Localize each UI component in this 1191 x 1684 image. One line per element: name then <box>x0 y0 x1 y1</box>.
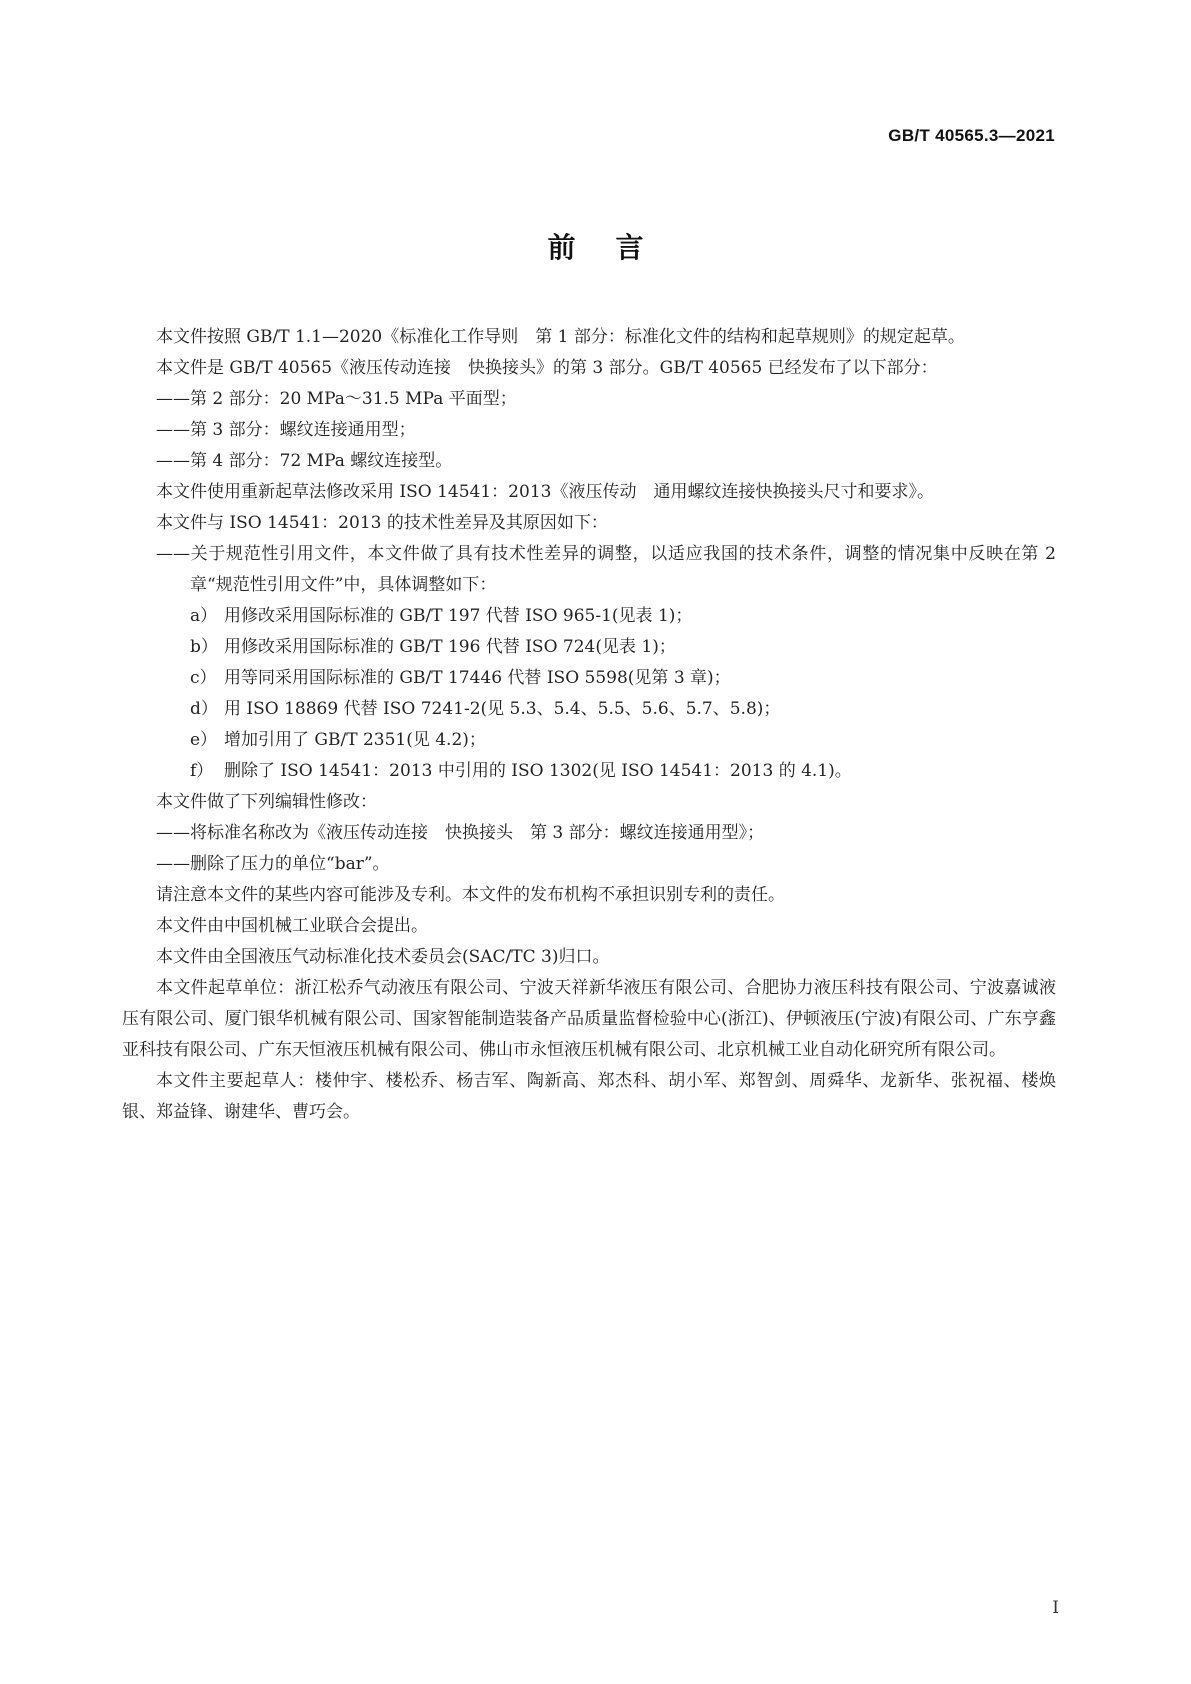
paragraph-drafting-rules: 本文件按照 GB/T 1.1—2020《标准化工作导则 第 1 部分：标准化文件的结构和起草规则》的规定起草。 <box>156 327 965 347</box>
page-title: 前言 <box>547 231 684 264</box>
paragraph-editorial-changes: 本文件做了下列编辑性修改： <box>156 792 377 812</box>
paragraph-administered-by: 本文件由全国液压气动标准化技术委员会(SAC/TC 3)归口。 <box>156 947 610 967</box>
sub-list-text: 用 ISO 18869 代替 ISO 7241-2(见 5.3、5.4、5.5、5.6、5.7、5.8)； <box>224 699 781 719</box>
sub-list-marker: f） <box>190 761 214 781</box>
sub-list-text: 用修改采用国际标准的 GB/T 197 代替 ISO 965-1(见表 1)； <box>224 606 693 626</box>
list-item: ——第 4 部分：72 MPa 螺纹连接型。 <box>156 451 453 471</box>
paragraph-drafting-units: 本文件起草单位：浙江松乔气动液压有限公司、宁波天祥新华液压有限公司、合肥协力液压科技有限公司、宁波嘉诚液压有限公司、厦门银华机械有限公司、国家智能制造装备产品质量监督检验中心(浙江)、伊顿液压(宁波)有限公司、广东亨鑫亚科技有限公司、广东天恒液压机械有限公司、佛山市永恒液压机械有限公司、北京机械工业自动化研究所有限公司。 <box>122 978 1056 1060</box>
sub-list-text: 用等同采用国际标准的 GB/T 17446 代替 ISO 5598(见第 3 章)； <box>224 668 731 688</box>
list-item: ——删除了压力的单位“bar”。 <box>156 854 390 874</box>
sub-list-item <box>122 694 1056 725</box>
paragraph-drafters: 本文件主要起草人：楼仲宇、楼松乔、杨吉军、陶新高、郑杰科、胡小军、郑智剑、周舜华、龙新华、张祝福、楼焕银、郑益锋、谢建华、曹巧会。 <box>122 1071 1056 1122</box>
sub-list-marker: c） <box>190 668 217 688</box>
list-item: ——第 3 部分：螺纹连接通用型； <box>156 420 416 440</box>
paragraph-technical-differences: 本文件与 ISO 14541：2013 的技术性差异及其原因如下： <box>156 513 608 533</box>
sub-list-marker: d） <box>190 699 218 719</box>
sub-list-text: 用修改采用国际标准的 GB/T 196 代替 ISO 724(见表 1)； <box>224 637 676 657</box>
paragraph-patent-notice: 请注意本文件的某些内容可能涉及专利。本文件的发布机构不承担识别专利的责任。 <box>156 885 785 905</box>
sub-list-item <box>122 632 1056 663</box>
sub-list-marker: e） <box>190 730 218 750</box>
sub-list-marker: b） <box>190 637 218 657</box>
foreword-body <box>122 322 1056 1128</box>
sub-list-text: 删除了 ISO 14541：2013 中引用的 ISO 1302(见 ISO 14541：2013 的 4.1)。 <box>224 761 852 781</box>
sub-list-item <box>122 725 1056 756</box>
sub-list-marker: a） <box>190 606 218 626</box>
list-item: ——第 2 部分：20 MPa～31.5 MPa 平面型； <box>156 389 517 409</box>
list-item: ——将标准名称改为《液压传动连接 快换接头 第 3 部分：螺纹连接通用型》； <box>156 823 765 843</box>
paragraph-proposed-by: 本文件由中国机械工业联合会提出。 <box>156 916 428 936</box>
paragraph-adoption: 本文件使用重新起草法修改采用 ISO 14541：2013《液压传动 通用螺纹连接快换接头尺寸和要求》。 <box>156 482 934 502</box>
sub-list-item <box>122 601 1056 632</box>
page-number: I <box>1052 1598 1059 1618</box>
list-item-normative-references: ——关于规范性引用文件，本文件做了具有技术性差异的调整，以适应我国的技术条件，调整的情况集中反映在第 2 章“规范性引用文件”中，具体调整如下： <box>156 544 1056 595</box>
sub-list-item <box>122 756 1056 787</box>
paragraph-part-info: 本文件是 GB/T 40565《液压传动连接 快换接头》的第 3 部分。GB/T 40565 已经发布了以下部分： <box>156 358 938 378</box>
sub-list-item <box>122 663 1056 694</box>
standard-number: GB/T 40565.3—2021 <box>888 126 1055 145</box>
sub-list-text: 增加引用了 GB/T 2351(见 4.2)； <box>224 730 486 750</box>
